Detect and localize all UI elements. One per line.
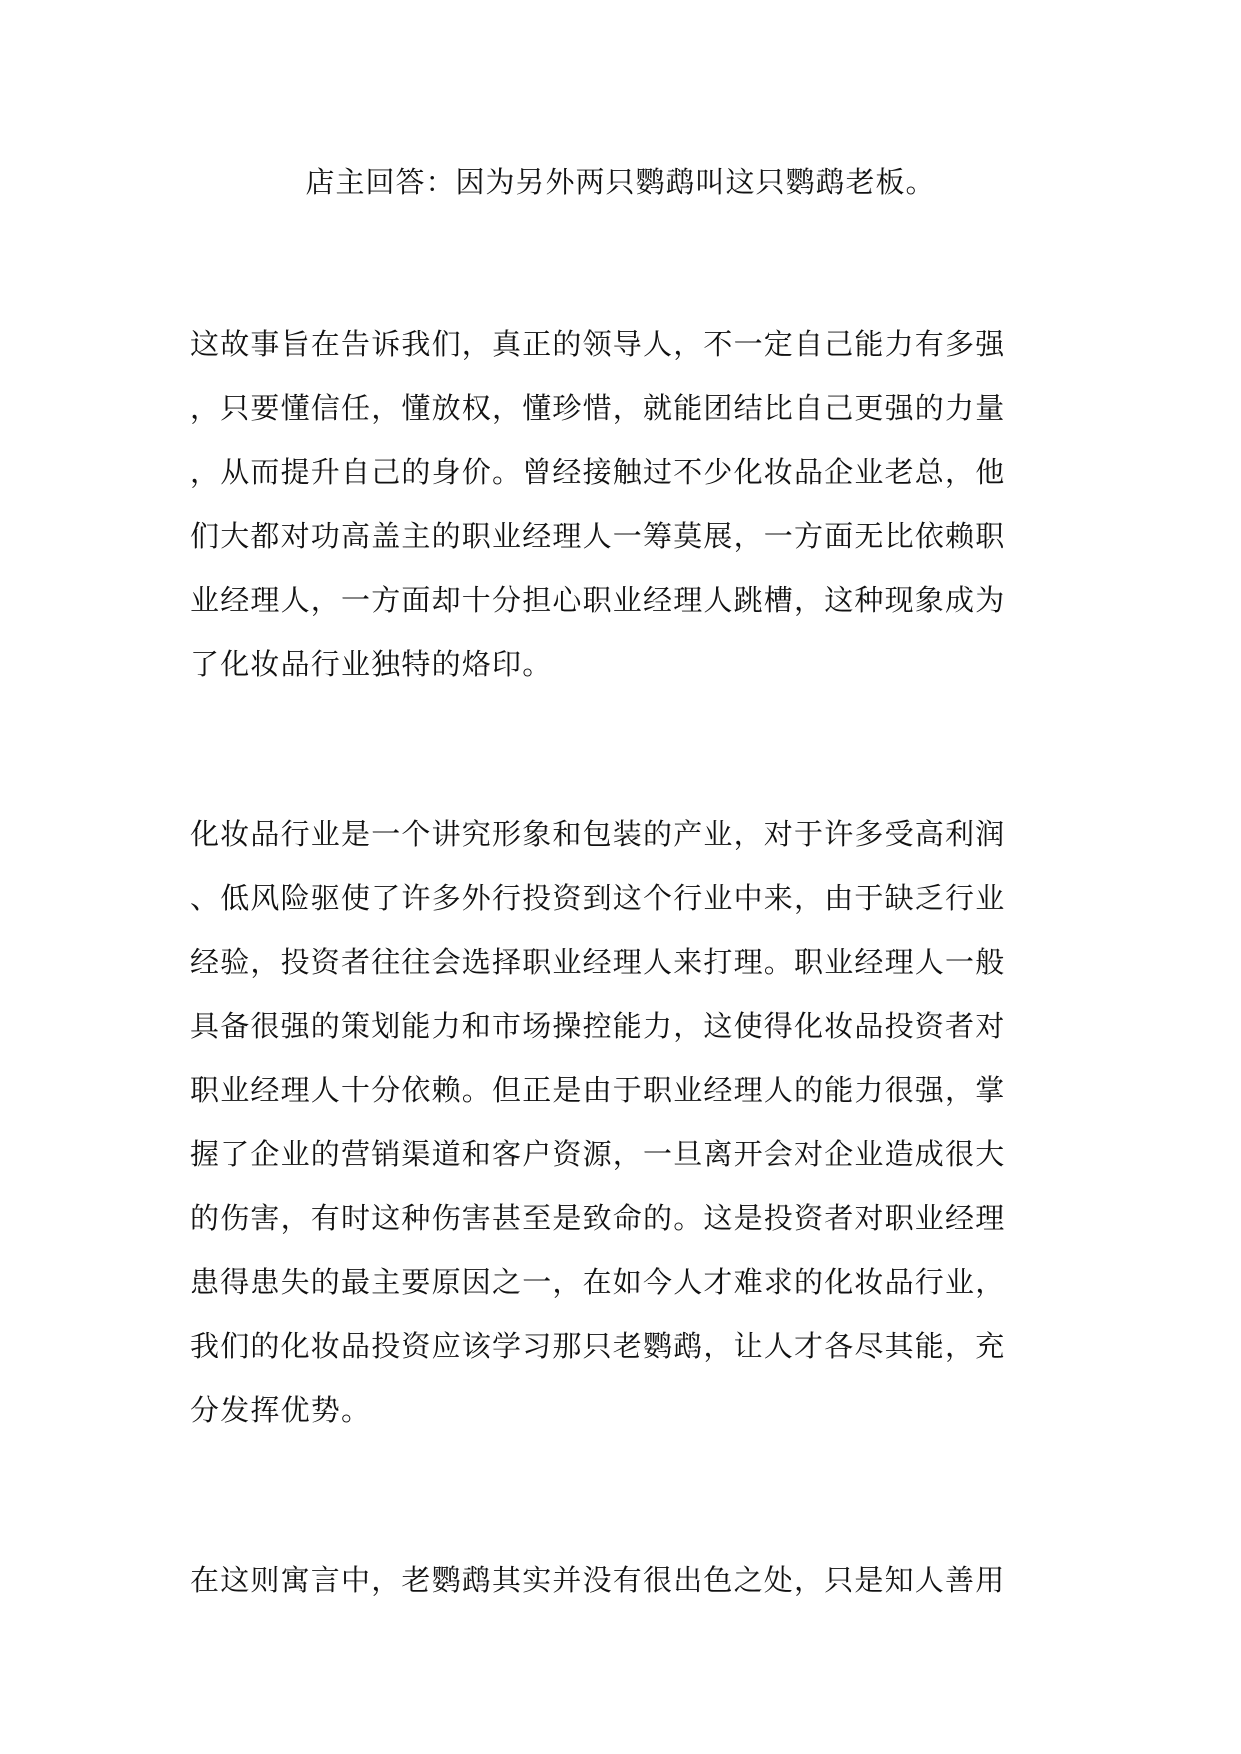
text-line: 分发挥优势。: [190, 1393, 372, 1427]
text-line: 患得患失的最主要原因之一，在如今人才难求的化妆品行业，: [190, 1265, 1006, 1299]
text-line: 职业经理人十分依赖。但正是由于职业经理人的能力很强，掌: [190, 1073, 1006, 1107]
paragraph: [190, 802, 1050, 1442]
text-line: 们大都对功高盖主的职业经理人一筹莫展，一方面无比依赖职: [190, 519, 1006, 553]
text-line: 在这则寓言中，老鹦鹉其实并没有很出色之处，只是知人善用: [190, 1563, 1006, 1597]
text-line: ，从而提升自己的身价。曾经接触过不少化妆品企业老总，他: [190, 455, 1006, 489]
text-line: 握了企业的营销渠道和客户资源，一旦离开会对企业造成很大: [190, 1137, 1006, 1171]
text-line: 这故事旨在告诉我们，真正的领导人，不一定自己能力有多强: [190, 327, 1006, 361]
text-line: 化妆品行业是一个讲究形象和包装的产业，对于许多受高利润: [190, 817, 1006, 851]
dialogue-line: 店主回答：因为另外两只鹦鹉叫这只鹦鹉老板。: [305, 165, 936, 199]
text-line: 了化妆品行业独特的烙印。: [190, 647, 553, 681]
text-line: 、低风险驱使了许多外行投资到这个行业中来，由于缺乏行业: [190, 881, 1006, 915]
text-line: 具备很强的策划能力和市场操控能力，这使得化妆品投资者对: [190, 1009, 1006, 1043]
text-line: 业经理人，一方面却十分担心职业经理人跳槽，这种现象成为: [190, 583, 1006, 617]
text-line: 我们的化妆品投资应该学习那只老鹦鹉，让人才各尽其能，充: [190, 1329, 1006, 1363]
text-line: ，只要懂信任，懂放权，懂珍惜，就能团结比自己更强的力量: [190, 391, 1006, 425]
text-line: 的伤害，有时这种伤害甚至是致命的。这是投资者对职业经理: [190, 1201, 1006, 1235]
text-line: 经验，投资者往往会选择职业经理人来打理。职业经理人一般: [190, 945, 1006, 979]
paragraph: [190, 312, 1050, 696]
paragraph: [190, 1548, 1050, 1612]
